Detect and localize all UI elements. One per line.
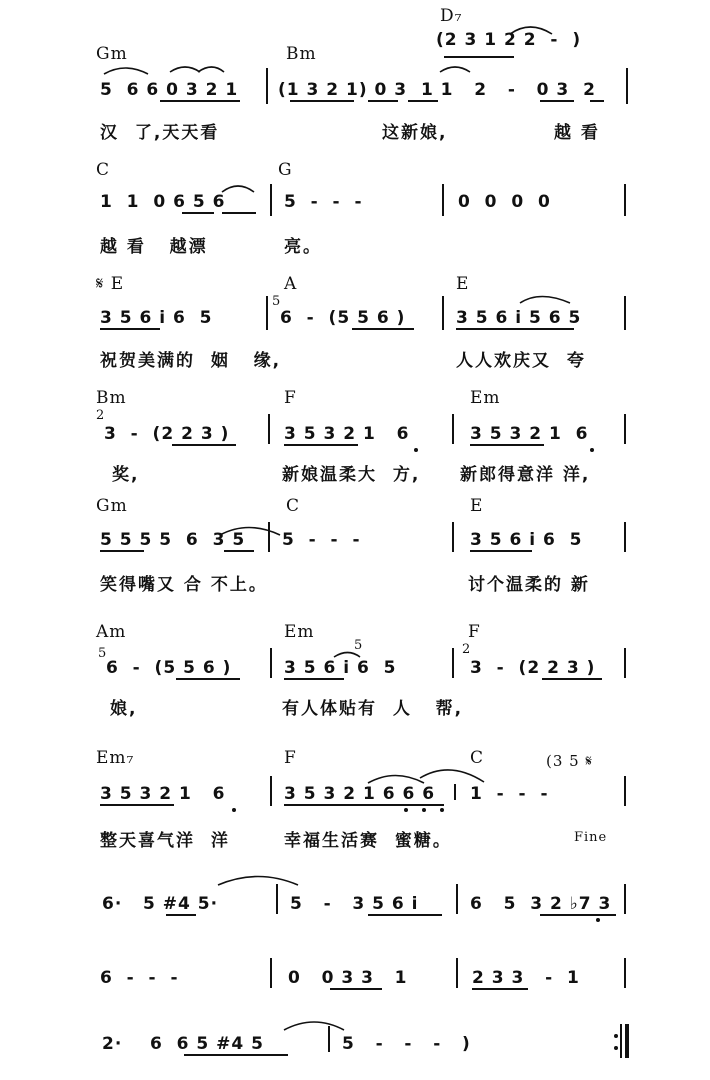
note-group: 3 5 6 i 5 6 5	[456, 308, 582, 328]
beam-line	[222, 212, 256, 214]
coda-repeat-text: (3 5 𝄋	[546, 752, 593, 770]
chord-symbol: Em₇	[96, 748, 135, 768]
slur	[170, 67, 200, 72]
beam-line	[100, 550, 144, 552]
lyric-line: 幸福生活赛 蜜糖。	[284, 831, 452, 851]
barline	[624, 414, 626, 444]
chord-symbol: C	[96, 160, 111, 180]
barline	[452, 522, 454, 552]
note-group: 6 - (5 5 6 )	[106, 658, 232, 678]
barline	[624, 776, 626, 806]
lyric-line: 整天喜气洋 洋	[100, 831, 230, 851]
lyric-line: 笑得嘴又 合 不上。	[100, 575, 268, 595]
beam-line	[290, 100, 354, 102]
slur	[218, 877, 298, 886]
repeat-dot	[614, 1046, 618, 1050]
beam-line	[284, 444, 358, 446]
beam-line	[284, 804, 444, 806]
barline	[270, 184, 272, 216]
barline	[270, 648, 272, 678]
barline	[270, 776, 272, 806]
beam-line	[190, 100, 240, 102]
chord-symbol: C	[286, 496, 301, 516]
note-group: 3 5 3 2 1 6	[470, 424, 589, 444]
barline	[454, 784, 456, 800]
note-group: 5 - - - )	[342, 1034, 471, 1054]
chord-symbol: F	[468, 622, 481, 642]
grace-note: 5	[98, 646, 108, 661]
note-group: 5 - - -	[284, 192, 363, 212]
barline	[270, 958, 272, 988]
lyric-line: 娘,	[110, 699, 138, 719]
barline	[624, 522, 626, 552]
lyric-line: 这新娘,	[382, 123, 448, 143]
note-group: 0 0 3 3 1	[288, 968, 408, 988]
note-group: 5 5 5 5 6 3 5	[100, 530, 246, 550]
barline	[452, 648, 454, 678]
final-barline	[620, 1024, 622, 1058]
fine-marking: Fine	[574, 830, 608, 845]
chord-symbol: Em	[470, 388, 501, 408]
grace-note: 2	[96, 408, 106, 423]
lyric-line: 奖,	[112, 465, 140, 485]
chord-symbol: C	[470, 748, 485, 768]
final-barline-thick	[625, 1024, 629, 1058]
slur	[198, 67, 224, 72]
note-group: (2 3 1 2 2 - )	[436, 30, 582, 50]
beam-line	[160, 100, 190, 102]
beam-line	[352, 328, 414, 330]
note-group: 5 - 3 5 6 i	[290, 894, 419, 914]
lyric-line: 亮。	[284, 237, 322, 257]
note-group: 6 5 3 2 ♭7 3	[470, 894, 612, 914]
beam-line	[540, 914, 616, 916]
note-group: 3 5 6 i 6 5	[100, 308, 213, 328]
slur	[520, 297, 570, 304]
chord-symbol: A	[284, 274, 298, 294]
barline	[626, 68, 628, 104]
beam-line	[470, 444, 544, 446]
low-octave-dot	[422, 808, 426, 812]
barline	[442, 296, 444, 330]
barline	[328, 1026, 330, 1052]
low-octave-dot	[596, 918, 600, 922]
barline	[452, 414, 454, 444]
barline	[624, 958, 626, 988]
barline	[456, 958, 458, 988]
grace-note: 5	[354, 638, 364, 653]
barline	[442, 184, 444, 216]
lyric-line: 讨个温柔的 新	[468, 575, 590, 595]
chord-symbol: Gm	[96, 496, 128, 516]
note-group: 2 3 3 - 1	[472, 968, 580, 988]
note-group: 6 - (5 5 6 )	[280, 308, 406, 328]
lyric-line: 新娘温柔大 方,	[282, 465, 421, 485]
beam-line	[540, 100, 574, 102]
lyric-line: 有人体贴有 人 帮,	[282, 699, 464, 719]
note-group: 3 - (2 2 3 )	[470, 658, 596, 678]
chord-symbol: Em	[284, 622, 315, 642]
beam-line	[166, 914, 196, 916]
note-group: 3 5 3 2 1 6 6 6	[284, 784, 436, 804]
repeat-dot	[614, 1034, 618, 1038]
note-group: 1 1 0 6 5 6	[100, 192, 226, 212]
grace-note: 2	[462, 642, 472, 657]
lyric-line: 越 看 越漂	[100, 237, 208, 257]
chord-symbol: G	[278, 160, 293, 180]
chord-symbol: Bm	[96, 388, 127, 408]
low-octave-dot	[414, 448, 418, 452]
beam-line	[456, 328, 574, 330]
chord-symbol: F	[284, 748, 297, 768]
chord-symbol: Gm	[96, 44, 128, 64]
beam-line	[472, 988, 528, 990]
slur	[420, 770, 484, 782]
note-group: 3 5 6 i 6 5	[284, 658, 397, 678]
beam-line	[470, 550, 532, 552]
barline	[624, 296, 626, 330]
barline	[276, 884, 278, 914]
note-group: 3 5 3 2 1 6	[100, 784, 226, 804]
barline	[268, 522, 270, 552]
note-group: 6 - - -	[100, 968, 179, 988]
barline	[268, 414, 270, 444]
low-octave-dot	[440, 808, 444, 812]
beam-line	[172, 444, 236, 446]
beam-line	[408, 100, 438, 102]
beam-line	[100, 804, 174, 806]
note-group: 3 - (2 2 3 )	[104, 424, 230, 444]
beam-line	[176, 678, 240, 680]
barline	[624, 884, 626, 914]
slur	[222, 186, 254, 192]
lyric-line: 越 看	[554, 123, 600, 143]
slur	[334, 653, 360, 658]
beam-line	[368, 914, 442, 916]
beam-line	[100, 328, 160, 330]
slur	[284, 1022, 344, 1030]
lyric-line: 人人欢庆又 夸	[456, 351, 586, 371]
chord-symbol: E	[470, 496, 484, 516]
note-group: 3 5 6 i 6 5	[470, 530, 583, 550]
chord-symbol: Bm	[286, 44, 317, 64]
slur	[104, 68, 148, 74]
lyric-line: 新郎得意洋 洋,	[460, 465, 591, 485]
low-octave-dot	[590, 448, 594, 452]
note-group: 2· 6 6 5 #4 5	[102, 1034, 264, 1054]
chord-symbol: D₇	[440, 6, 463, 26]
slur	[368, 776, 424, 784]
barline	[624, 648, 626, 678]
barline	[624, 184, 626, 216]
beam-line	[182, 212, 214, 214]
note-group: 1 - - -	[470, 784, 549, 804]
barline	[456, 884, 458, 914]
beam-line	[224, 550, 254, 552]
chord-symbol: E	[456, 274, 470, 294]
low-octave-dot	[404, 808, 408, 812]
grace-note: 5	[272, 294, 282, 309]
slur	[440, 67, 470, 72]
low-octave-dot	[232, 808, 236, 812]
beam-line	[590, 100, 604, 102]
barline	[266, 296, 268, 330]
note-group: 6· 5 #4 5·	[102, 894, 219, 914]
beam-line	[330, 988, 382, 990]
beam-line	[284, 678, 344, 680]
beam-line	[184, 1054, 288, 1056]
note-group: 0 0 0 0	[458, 192, 551, 212]
note-group: (1 3 2 1) 0 3 1 1 2 - 0 3 2	[278, 80, 596, 100]
lyric-line: 汉 了,天天看	[100, 123, 220, 143]
chord-symbol: F	[284, 388, 297, 408]
note-group: 3 5 3 2 1 6	[284, 424, 410, 444]
lyric-line: 祝贺美满的 姻 缘,	[100, 351, 282, 371]
barline	[266, 68, 268, 104]
beam-line	[368, 100, 398, 102]
note-group: 5 6 6 0 3 2 1	[100, 80, 239, 100]
chord-symbol: Am	[96, 622, 127, 642]
note-group: 5 - - -	[282, 530, 361, 550]
beam-line	[444, 56, 514, 58]
chord-symbol: 𝄋 E	[96, 274, 125, 294]
beam-line	[542, 678, 602, 680]
